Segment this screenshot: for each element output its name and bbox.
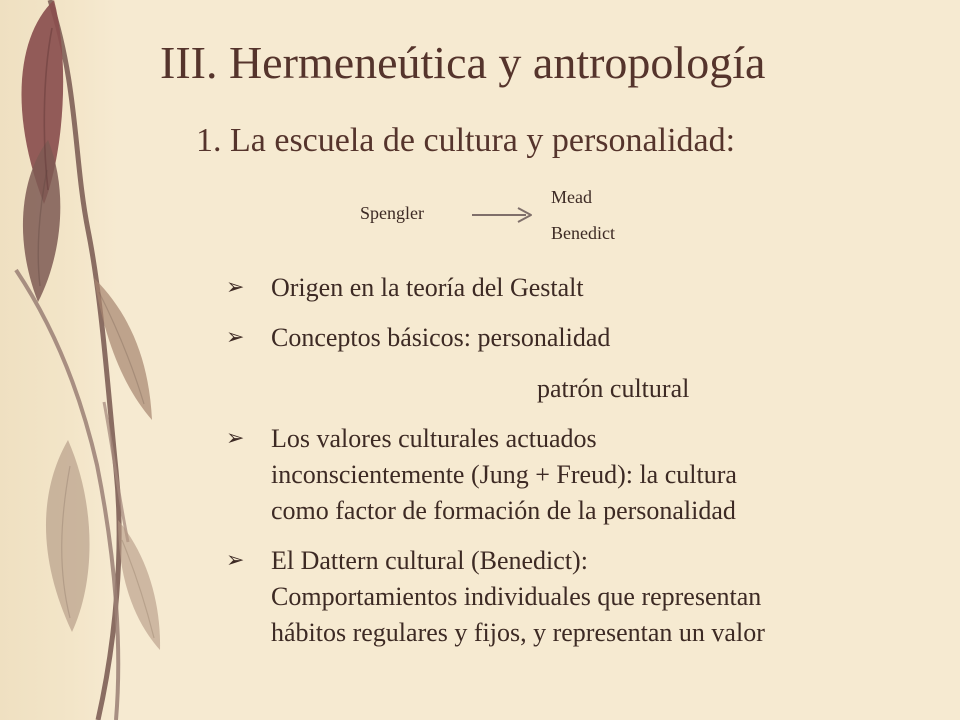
diagram-target-label: Mead — [551, 187, 592, 207]
arrowhead-bullet-icon: ➢ — [226, 426, 245, 451]
diagram-target-label: Benedict — [551, 223, 615, 243]
dried-leaves-illustration — [0, 0, 260, 720]
bullet-line: Comportamientos individuales que representan — [271, 582, 762, 611]
bullet-item — [226, 270, 926, 306]
bullet-line: hábitos regulares y fijos, y representan un valor — [271, 618, 765, 647]
bullet-continuation: patrón cultural — [537, 374, 690, 403]
slide-subtitle: 1. La escuela de cultura y personalidad: — [196, 122, 736, 159]
bullet-item — [226, 320, 926, 407]
bullet-line: inconscientemente (Jung + Freud): la cultura — [271, 460, 737, 489]
bullet-item — [226, 543, 926, 651]
right-arrow-icon — [470, 200, 542, 230]
arrowhead-bullet-icon: ➢ — [226, 325, 245, 350]
bullet-list — [226, 270, 926, 665]
slide-title: III. Hermeneútica y antropología — [160, 37, 766, 88]
diagram-source-label: Spengler — [360, 203, 424, 223]
arrowhead-bullet-icon: ➢ — [226, 275, 245, 300]
arrowhead-bullet-icon: ➢ — [226, 548, 245, 573]
bullet-line: Conceptos básicos: personalidad — [271, 323, 611, 352]
bullet-item — [226, 421, 926, 529]
bullet-line: Origen en la teoría del Gestalt — [271, 273, 584, 302]
bullet-line: El Dattern cultural (Benedict): — [271, 546, 588, 575]
bullet-line: Los valores culturales actuados — [271, 424, 597, 453]
bullet-line: como factor de formación de la personalidad — [271, 496, 736, 525]
